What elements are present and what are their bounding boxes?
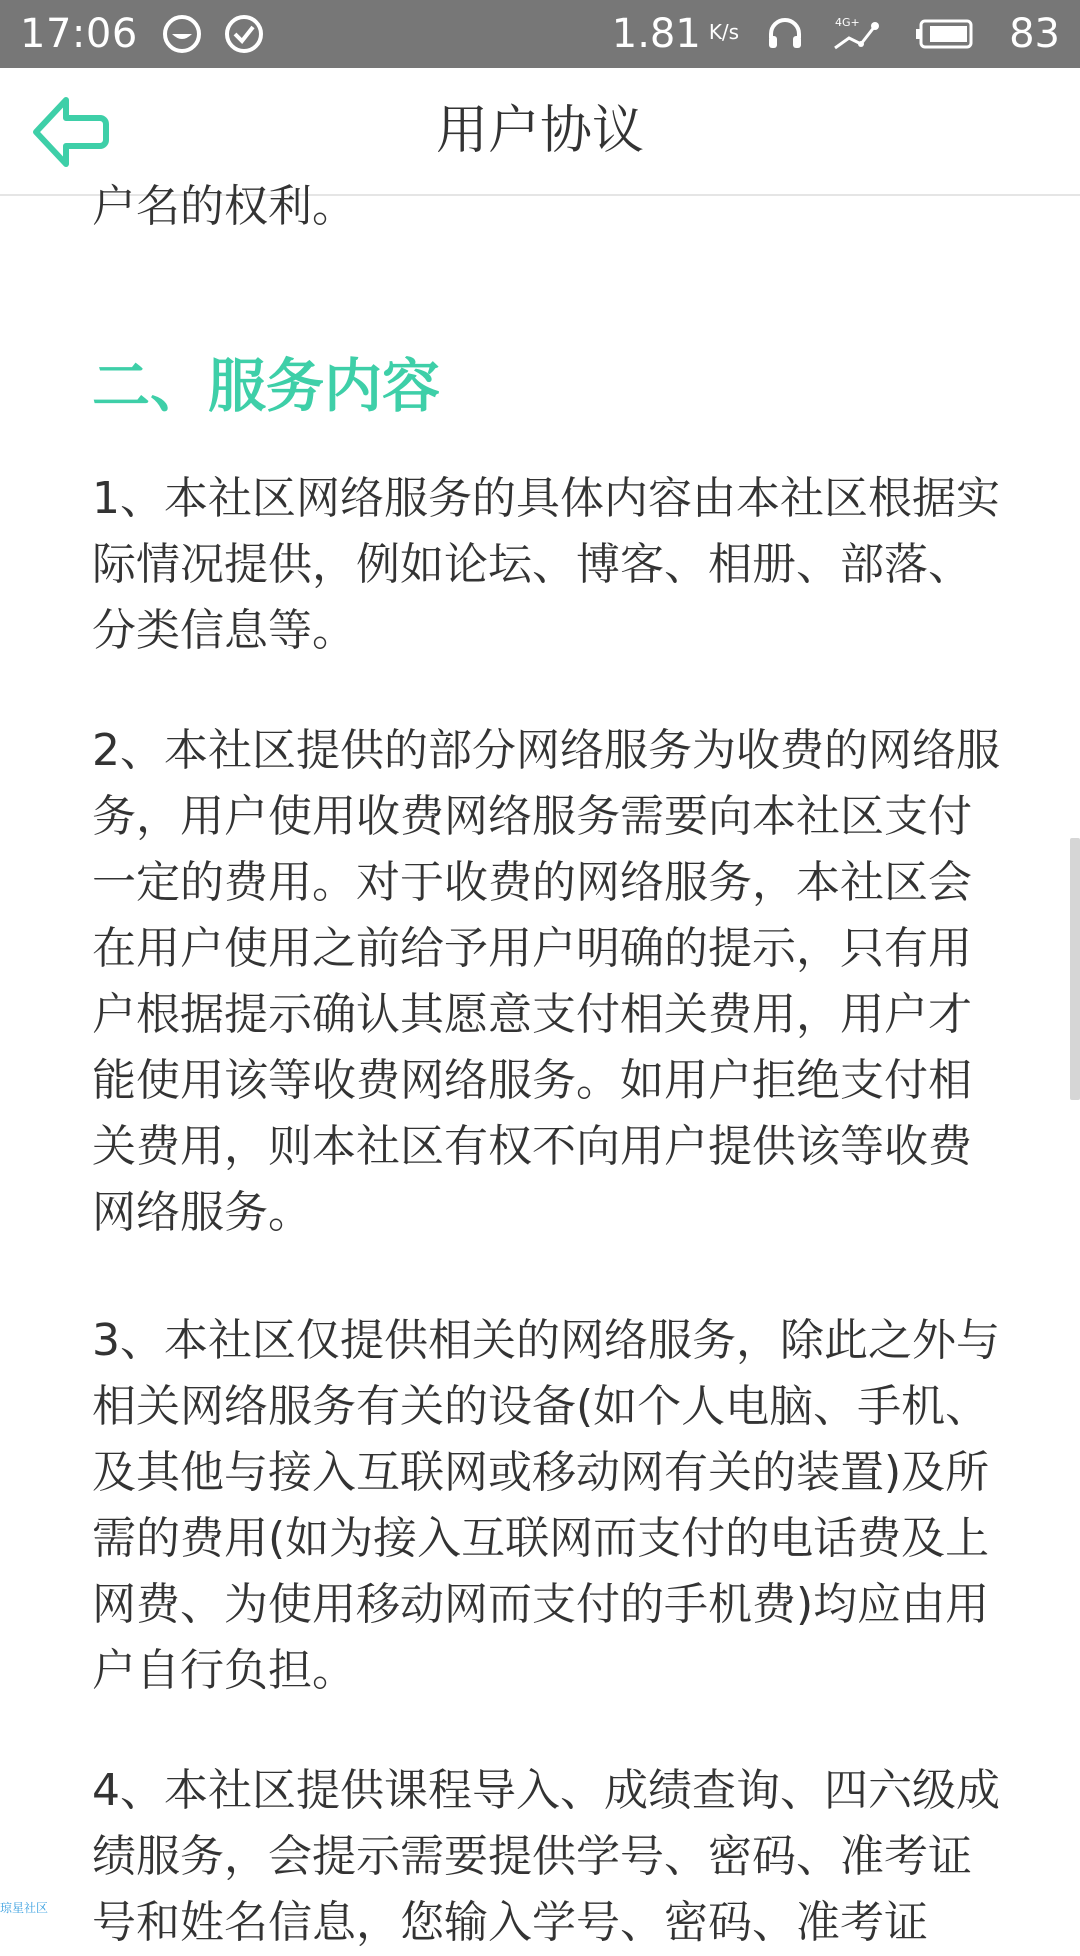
network-type-label: 4G+ (835, 16, 860, 29)
status-right (612, 0, 1060, 68)
agreement-content[interactable] (0, 181, 1080, 1948)
battery-icon (915, 18, 975, 50)
battery-level: 83 (1009, 11, 1060, 57)
scrollbar[interactable] (1070, 838, 1080, 1100)
net-unit: K/s (708, 20, 740, 44)
check-circle-icon (224, 14, 264, 54)
paragraph-2: 2、本社区提供的部分网络服务为收费的网络服务，用户使用收费网络服务需要向本社区支付一定的费用。对于收费的网络服务，本社区会在用户使用之前给予用户明确的提示，只有用户根据提示确认其愿意支付相关费用，用户才能使用该等收费网络服务。如用户拒绝支付相关费用，则本社区有权不向用户提供该等收费网络服务。 (92, 725, 1000, 1238)
section-heading: 二、服务内容 (92, 352, 441, 420)
net-speed: 1.81 (611, 11, 701, 57)
watermark: 琼星社区 (0, 1901, 49, 1915)
signal-icon (831, 14, 889, 54)
status-time: 17:06 (20, 11, 138, 57)
page-title: 用户协议 (435, 101, 644, 161)
status-bar (0, 0, 1080, 68)
paragraph-3: 3、本社区仅提供相关的网络服务，除此之外与相关网络服务有关的设备(如个人电脑、手机、及其他与接入互联网或移动网有关的装置)及所需的费用(如为接入互联网而支付的电话费及上网费、为使用移动网而支付的手机费)均应由用户自行负担。 (92, 1315, 1000, 1696)
smiley-icon (162, 14, 202, 54)
paragraph-1: 1、本社区网络服务的具体内容由本社区根据实际情况提供，例如论坛、博客、相册、部落、分类信息等。 (92, 473, 1000, 656)
paragraph-4: 4、本社区提供课程导入、成绩查询、四六级成绩服务，会提示需要提供学号、密码、准考证号和姓名信息，您输入学号、密码、准考证 (92, 1765, 1000, 1948)
status-left (20, 0, 286, 68)
headset-icon (765, 14, 805, 54)
previous-paragraph-tail: 户名的权利。 (92, 181, 356, 232)
